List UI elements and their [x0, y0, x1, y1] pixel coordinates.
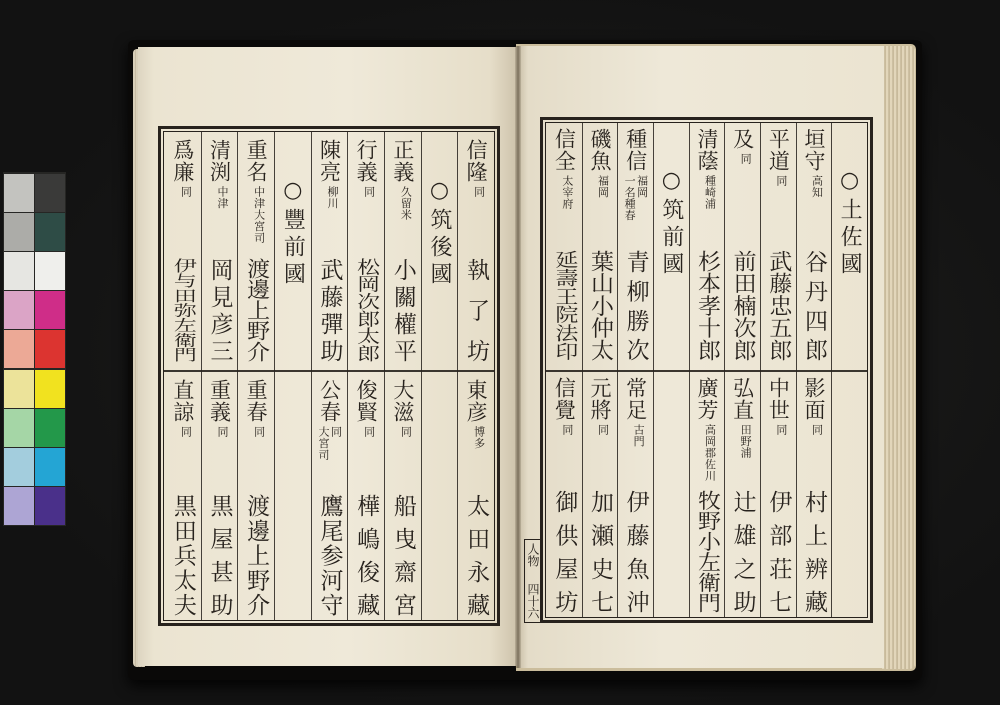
- color-patch: [4, 330, 34, 368]
- color-patch: [35, 291, 65, 329]
- margin-label: [524, 539, 541, 623]
- book-gutter: [515, 46, 521, 668]
- place-note: 高知: [810, 175, 824, 198]
- art-name: 重義: [207, 379, 232, 423]
- place-note: 同: [739, 153, 753, 165]
- personal-name: 伊部荘七: [765, 490, 792, 624]
- art-name: 廣芳: [695, 377, 719, 421]
- art-name: 爲廉: [170, 139, 195, 183]
- color-patch: [35, 448, 65, 486]
- province-header: ○筑後國: [427, 178, 452, 289]
- color-patch: [4, 370, 34, 408]
- color-patch: [35, 370, 65, 408]
- place-note: 同: [774, 424, 788, 436]
- personal-name: 渡邊上野介: [243, 494, 270, 618]
- personal-name: 杉本孝十郎: [694, 250, 720, 361]
- province-header: ○土佐國: [837, 168, 863, 279]
- color-patch: [4, 174, 34, 212]
- place-note: 古門: [632, 424, 646, 447]
- color-patch: [35, 330, 65, 368]
- column-divider: [201, 131, 202, 621]
- column-divider: [384, 131, 385, 621]
- color-patch: [4, 213, 34, 251]
- art-name: 信隆: [464, 139, 489, 183]
- place-note: 高岡郡佐川: [703, 424, 717, 482]
- column-divider: [237, 131, 238, 621]
- art-name: 正義: [390, 139, 415, 183]
- personal-name: 鷹尾参河守: [316, 494, 343, 618]
- place-note: 博多: [472, 426, 486, 449]
- place-note: 福岡: [596, 175, 610, 198]
- art-name: 弘直: [730, 377, 755, 421]
- art-name: 常足: [623, 377, 648, 421]
- art-name: 重春: [244, 379, 269, 423]
- place-note: 同: [560, 424, 574, 436]
- personal-name: 牧野小左衛門: [694, 490, 720, 613]
- personal-name: 谷丹四郎: [801, 250, 827, 368]
- art-name: 信覺: [552, 377, 577, 421]
- art-name: 公春: [317, 379, 342, 423]
- column-divider: [760, 122, 761, 618]
- art-name: 平道: [766, 128, 791, 172]
- art-name: 元將: [588, 377, 612, 421]
- place-note: 田野浦: [739, 424, 753, 459]
- section-divider: [164, 370, 494, 372]
- color-patch: [4, 487, 34, 525]
- personal-name: 青柳勝次: [622, 250, 649, 368]
- margin-title: 人物: [526, 543, 540, 567]
- art-name: 直諒: [170, 379, 195, 423]
- art-name: 行義: [354, 139, 379, 183]
- alias-note: 大宮司: [317, 426, 330, 461]
- personal-name: 岡見彦三: [206, 258, 233, 366]
- art-name: 大滋: [390, 379, 415, 423]
- personal-name: 武藤彈助: [316, 258, 343, 366]
- personal-name: 伊与田弥左衛門: [169, 258, 196, 363]
- personal-name: 御供屋坊: [551, 490, 578, 624]
- column-divider: [311, 131, 312, 621]
- color-patch: [35, 252, 65, 290]
- art-name: 清渕: [207, 139, 232, 183]
- color-patch: [35, 409, 65, 447]
- column-divider: [582, 122, 583, 618]
- column-divider: [724, 122, 725, 618]
- art-name: 陳亮: [317, 139, 342, 183]
- place-note: 太宰府: [560, 175, 574, 210]
- margin-page-number: 四十六: [526, 583, 540, 619]
- place-note: 同: [399, 426, 413, 438]
- personal-name: 延壽王院法印: [551, 250, 578, 361]
- art-name: 中世: [766, 377, 791, 421]
- column-divider: [457, 131, 458, 621]
- province-header: ○豐前國: [280, 178, 306, 289]
- column-divider: [421, 131, 422, 621]
- personal-name: 武藤忠五郎: [765, 250, 792, 361]
- personal-name: 黒田兵太夫: [169, 494, 196, 618]
- place-note: 同: [472, 186, 486, 198]
- art-name: 信全: [552, 128, 577, 172]
- art-name: 磯魚: [588, 128, 612, 172]
- place-note: 同: [252, 426, 266, 438]
- personal-name: 太田永藏: [463, 494, 490, 626]
- alias-note: 一名種春: [623, 175, 637, 221]
- color-patch: [35, 213, 65, 251]
- place-note: 同: [362, 426, 376, 438]
- art-name: 垣守: [802, 128, 826, 172]
- art-name: 種信: [623, 128, 648, 172]
- color-patch: [4, 448, 34, 486]
- personal-name: 樺嶋俊藏: [353, 494, 380, 626]
- personal-name: 辻雄之助: [729, 490, 756, 624]
- place-note: 同: [329, 426, 343, 438]
- column-divider: [689, 122, 690, 618]
- color-patch: [4, 409, 34, 447]
- art-name: 及: [730, 128, 755, 150]
- color-patch: [35, 487, 65, 525]
- personal-name: 葉山小仲太: [587, 250, 613, 361]
- personal-name: 加瀬史七: [587, 490, 613, 624]
- section-divider: [546, 370, 867, 372]
- art-name: 重名: [244, 139, 269, 183]
- page-edges: [882, 46, 915, 669]
- art-name: 清蔭: [695, 128, 719, 172]
- color-patch: [35, 174, 65, 212]
- personal-name: 村上辨藏: [801, 490, 827, 624]
- personal-name: 渡邊上野介: [243, 258, 270, 362]
- place-note: 中津大宮司: [252, 186, 266, 244]
- art-name: 影面: [802, 377, 826, 421]
- color-patch: [4, 291, 34, 329]
- personal-name: 執了坊: [463, 258, 490, 380]
- place-note: 同: [774, 175, 788, 187]
- place-note: 福岡: [635, 175, 649, 198]
- personal-name: 小關權平: [389, 258, 416, 366]
- color-patch: [4, 252, 34, 290]
- column-divider: [617, 122, 618, 618]
- column-divider: [831, 122, 832, 618]
- personal-name: 黒屋甚助: [206, 494, 233, 626]
- personal-name: 前田楠次郎: [729, 250, 756, 361]
- place-note: 種崎浦: [703, 175, 717, 210]
- place-note: 同: [362, 186, 376, 198]
- column-divider: [274, 131, 275, 621]
- personal-name: 松岡次郎太郎: [353, 258, 380, 363]
- column-divider: [347, 131, 348, 621]
- place-note: 久留米: [399, 186, 413, 221]
- province-header: ○筑前國: [658, 168, 684, 279]
- place-note: 柳川: [326, 186, 339, 209]
- place-note: 中津: [216, 186, 229, 209]
- column-divider: [796, 122, 797, 618]
- place-note: 同: [179, 186, 193, 198]
- art-name: 東彦: [464, 379, 489, 423]
- color-checker: [3, 172, 66, 526]
- place-note: 同: [179, 426, 193, 438]
- column-divider: [653, 122, 654, 618]
- place-note: 同: [596, 424, 610, 436]
- place-note: 同: [810, 424, 824, 436]
- personal-name: 伊藤魚沖: [622, 490, 649, 624]
- art-name: 俊賢: [354, 379, 379, 423]
- personal-name: 船曳齋宮: [389, 494, 416, 626]
- place-note: 同: [216, 426, 229, 438]
